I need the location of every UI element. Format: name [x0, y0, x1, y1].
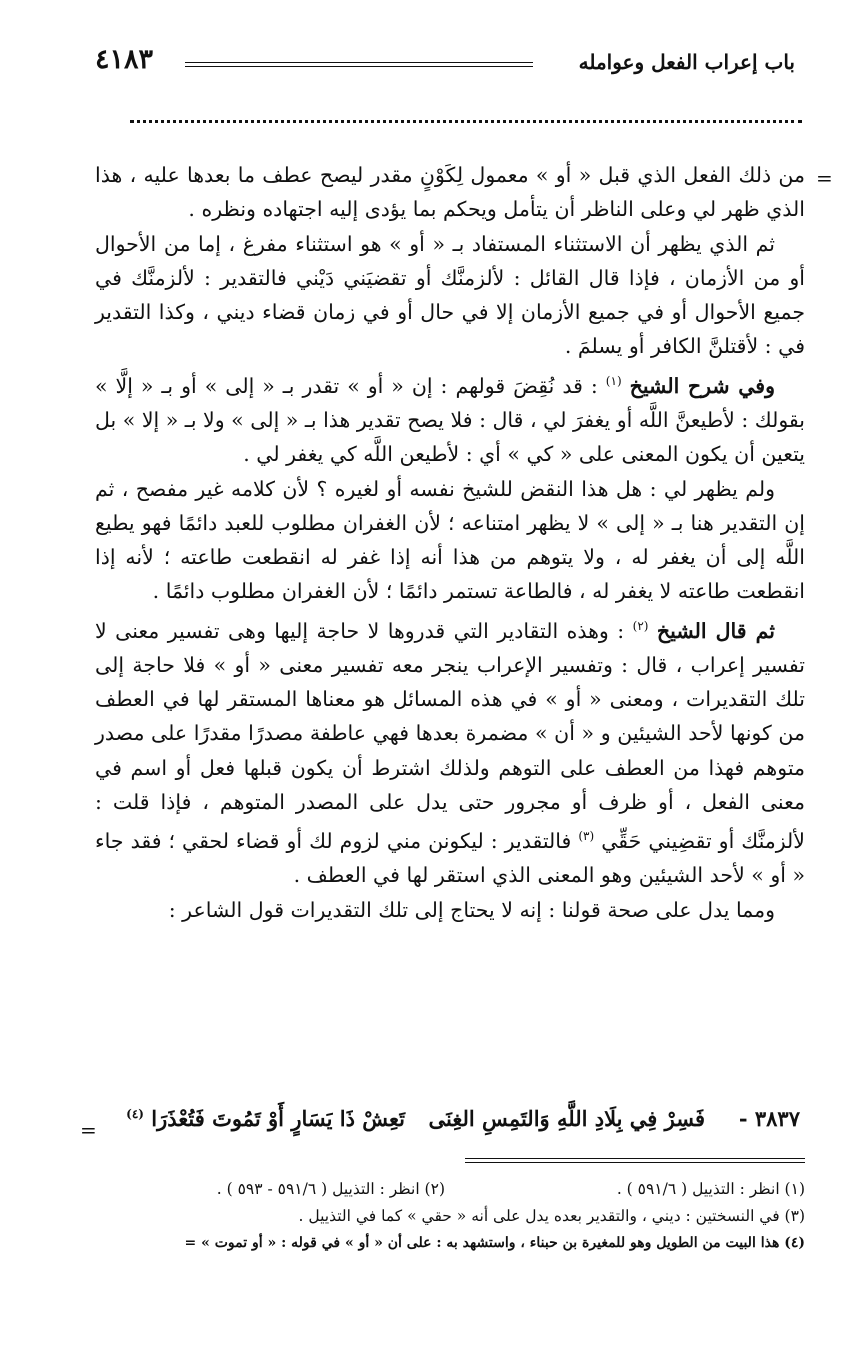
verse-first-hemistich: فَسِرْ فِي بِلَادِ اللَّهِ وَالتَمِسِ الغِنَى	[428, 1106, 705, 1131]
footnotes	[80, 1176, 805, 1257]
continuation-mark-bottom: =	[80, 1118, 97, 1142]
paragraph-1: من ذلك الفعل الذي قبل « أو » معمول لِكَوْنٍ مقدر ليصح عطف ما بعدها عليه ، هذا الذي ظهر لي وعلى الناظر أن يتأمل ويحكم بما يؤدى إليه اجتهاده ونظره .	[95, 163, 805, 222]
running-title: باب إعراب الفعل وعوامله	[578, 50, 795, 74]
footnote-ref-1[interactable]: (١)	[605, 373, 622, 388]
footnote-ref-3[interactable]: (٣)	[578, 829, 595, 844]
paragraph-6: ومما يدل على صحة قولنا : إنه لا يحتاج إلى تلك التقديرات قول الشاعر :	[168, 897, 775, 922]
verse-second-hemistich	[126, 1106, 405, 1131]
footnote-1: (١) انظر : التذييل ( ٥٩١/٦ ) .	[616, 1180, 805, 1198]
page-header	[95, 44, 795, 84]
main-text	[95, 158, 805, 927]
paragraph-3	[95, 364, 805, 472]
page-number: ٤١٨٣	[95, 44, 154, 75]
sheikh-commentary-heading: وفي شرح الشيخ	[629, 373, 775, 398]
footnote-ref-2[interactable]: (٢)	[632, 618, 649, 633]
footnote-3: (٣) في النسختين : ديني ، والتقدير بعده يدل على أنه « حقي » كما في التذييل .	[298, 1207, 805, 1225]
paragraph-3-text: : قد نُقِضَ قولهم : إن « أو » تقدر بـ « إلى » أو بـ « إلَّا » بقولك : لأطيعنَّ اللَّه أو يغفرَ لي ، قال : فلا يصح تقدير هذا بـ « إلى » ولا بـ « إلا » بل يتعين أن يكون المعنى على « كي » أي : لأطيعن اللَّه كي يغفر لي .	[95, 373, 805, 467]
footnote-row-1	[80, 1176, 805, 1203]
continuation-mark-top: =	[816, 166, 833, 190]
footnote-4: (٤) هذا البيت من الطويل وهو للمغيرة بن حبناء ، واستشهد به : على أن « أو » في قوله : « أو تموت » =	[184, 1235, 805, 1251]
verse-second-hemistich-text: تَعِشْ ذَا يَسَارٍ أَوْ تَمُوتَ فَتُعْذَرَا	[151, 1106, 405, 1131]
header-rule	[185, 62, 533, 67]
footnote-2: (٢) انظر : التذييل ( ٥٩١/٦ - ٥٩٣ ) .	[216, 1180, 445, 1198]
footnote-ref-4[interactable]: (٤)	[126, 1107, 144, 1121]
verse-number: ٣٨٣٧ -	[738, 1106, 800, 1131]
paragraph-5	[95, 609, 805, 893]
paragraph-4: ولم يظهر لي : هل هذا النقض للشيخ نفسه أو لغيره ؟ لأن كلامه غير مفصح ، ثم إن التقدير هنا بـ « إلى » لا يظهر امتناعه ؛ لأن الغفران مطلوب للعبد دائمًا فهو يطيع اللَّه إلى أن يغفر له ، ولا يتوهم من هذا أنه إذا غفر له انقطعت طاعته ؛ لأنه إذا انقطعت طاعته لا يغفر له ، فالطاعة تستمر دائمًا ؛ لأن الغفران مطلوب دائمًا .	[95, 476, 805, 604]
footnote-rule	[465, 1158, 805, 1163]
paragraph-5-text-b: فالتقدير : ليكونن مني لزوم لك أو قضاء لحقي ؛ فقد جاء « أو » لأحد الشيئين وهو المعنى الذي استقر لها في العطف .	[95, 829, 805, 888]
sheikh-said-heading: ثم قال الشيخ	[656, 618, 775, 643]
paragraph-5-text-a: : وهذه التقادير التي قدروها لا حاجة إليها وهى تفسير معنى لا تفسير إعراب ، قال : وتفسير الإعراب ينجر معه تفسير معنى « أو » فلا حاجة إلى تلك التقديرات ، ومعنى « أو » في هذه المسائل هو معناها المستقر لها في العطف من كونها لأحد الشيئين و « أن » مضمرة بعدها فهي عاطفة مصدرًا مقدرًا على مصدر متوهم فهذا من العطف على التوهم ولذلك اشترط أن يكون قبلها فعل أو اسم في معنى الفعل ، أو ظرف أو مجرور حتى يدل على المصدر المتوهم ، فإذا قلت : لألزمنَّك أو تقضِيني حَقِّي	[95, 618, 805, 854]
dotted-separator	[130, 120, 802, 123]
paragraph-2: ثم الذي يظهر أن الاستثناء المستفاد بـ « أو » هو استثناء مفرغ ، إما من الأحوال أو من الأزمان ، فإذا قال القائل : لألزمنَّك أو تقضيَني دَيْني فالتقدير : لألزمنَّك في جميع الأحوال أو في جميع الأزمان إلا في حال أو في زمان قضاء ديني ، وكذا التقدير في : لأقتلنَّ الكافر أو يسلمَ .	[95, 231, 805, 359]
